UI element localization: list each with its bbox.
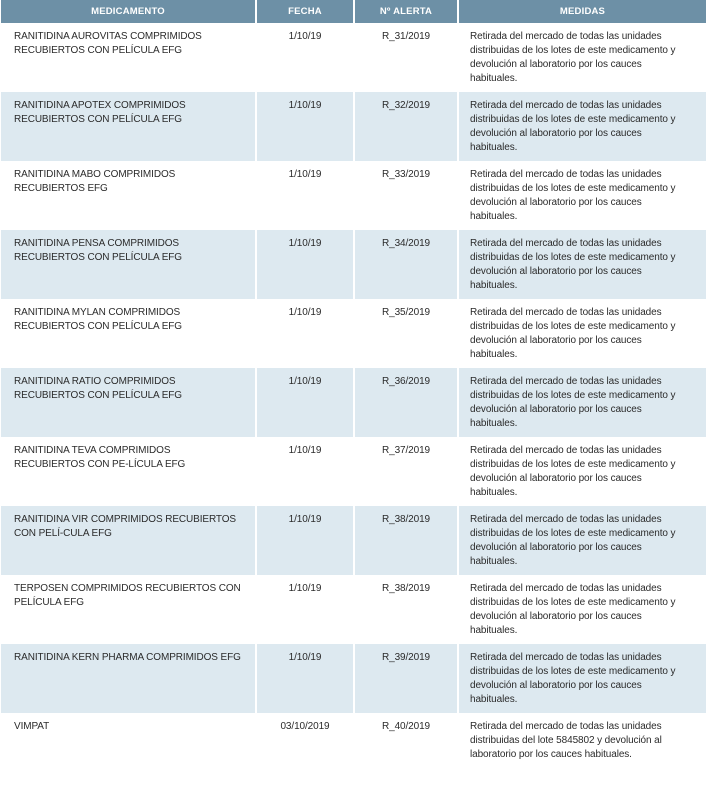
- cell-alerta: R_40/2019: [355, 713, 459, 782]
- cell-fecha: 1/10/19: [257, 644, 355, 713]
- cell-medicamento: RANITIDINA MABO COMPRIMIDOS RECUBIERTOS EFG: [1, 161, 257, 230]
- table-row: [1, 644, 706, 713]
- table-row: [1, 230, 706, 299]
- cell-fecha: 1/10/19: [257, 161, 355, 230]
- cell-medicamento: RANITIDINA APOTEX COMPRIMIDOS RECUBIERTOS CON PELÍCULA EFG: [1, 92, 257, 161]
- header-fecha: FECHA: [257, 0, 355, 23]
- cell-fecha: 1/10/19: [257, 437, 355, 506]
- cell-medidas: Retirada del mercado de todas las unidades distribuidas de los lotes de este medicamento y devolución al laboratorio por los cauces habituales.: [459, 230, 706, 299]
- cell-fecha: 1/10/19: [257, 23, 355, 92]
- table-row: [1, 437, 706, 506]
- table-body: [1, 23, 706, 782]
- cell-fecha: 1/10/19: [257, 506, 355, 575]
- cell-alerta: R_35/2019: [355, 299, 459, 368]
- cell-medicamento: RANITIDINA TEVA COMPRIMIDOS RECUBIERTOS CON PE-LÍCULA EFG: [1, 437, 257, 506]
- cell-medidas: Retirada del mercado de todas las unidades distribuidas de los lotes de este medicamento y devolución al laboratorio por los cauces habituales.: [459, 92, 706, 161]
- table-row: [1, 575, 706, 644]
- cell-fecha: 1/10/19: [257, 368, 355, 437]
- cell-medicamento: RANITIDINA MYLAN COMPRIMIDOS RECUBIERTOS CON PELÍCULA EFG: [1, 299, 257, 368]
- cell-medidas: Retirada del mercado de todas las unidades distribuidas de los lotes de este medicamento y devolución al laboratorio por los cauces habituales.: [459, 23, 706, 92]
- table-row: [1, 713, 706, 782]
- cell-medidas: Retirada del mercado de todas las unidades distribuidas de los lotes de este medicamento y devolución al laboratorio por los cauces habituales.: [459, 575, 706, 644]
- cell-alerta: R_39/2019: [355, 644, 459, 713]
- cell-medidas: Retirada del mercado de todas las unidades distribuidas de los lotes de este medicamento y devolución al laboratorio por los cauces habituales.: [459, 644, 706, 713]
- cell-fecha: 03/10/2019: [257, 713, 355, 782]
- cell-medidas: Retirada del mercado de todas las unidades distribuidas de los lotes de este medicamento y devolución al laboratorio por los cauces habituales.: [459, 299, 706, 368]
- cell-fecha: 1/10/19: [257, 230, 355, 299]
- table-row: [1, 161, 706, 230]
- cell-alerta: R_34/2019: [355, 230, 459, 299]
- table-row: [1, 92, 706, 161]
- cell-medidas: Retirada del mercado de todas las unidades distribuidas del lote 5845802 y devolución al laboratorio por los cauces habituales.: [459, 713, 706, 782]
- cell-medicamento: VIMPAT: [1, 713, 257, 782]
- header-medicamento: MEDICAMENTO: [1, 0, 257, 23]
- cell-medidas: Retirada del mercado de todas las unidades distribuidas de los lotes de este medicamento y devolución al laboratorio por los cauces habituales.: [459, 437, 706, 506]
- alerts-table: [1, 0, 706, 782]
- cell-fecha: 1/10/19: [257, 299, 355, 368]
- cell-alerta: R_38/2019: [355, 506, 459, 575]
- cell-fecha: 1/10/19: [257, 92, 355, 161]
- cell-medidas: Retirada del mercado de todas las unidades distribuidas de los lotes de este medicamento y devolución al laboratorio por los cauces habituales.: [459, 506, 706, 575]
- cell-medicamento: RANITIDINA VIR COMPRIMIDOS RECUBIERTOS CON PELÍ-CULA EFG: [1, 506, 257, 575]
- cell-alerta: R_38/2019: [355, 575, 459, 644]
- cell-medicamento: RANITIDINA RATIO COMPRIMIDOS RECUBIERTOS CON PELÍCULA EFG: [1, 368, 257, 437]
- header-alerta: Nº ALERTA: [355, 0, 459, 23]
- table-row: [1, 368, 706, 437]
- table-row: [1, 506, 706, 575]
- cell-medidas: Retirada del mercado de todas las unidades distribuidas de los lotes de este medicamento y devolución al laboratorio por los cauces habituales.: [459, 161, 706, 230]
- cell-medicamento: RANITIDINA KERN PHARMA COMPRIMIDOS EFG: [1, 644, 257, 713]
- header-medidas: MEDIDAS: [459, 0, 706, 23]
- cell-alerta: R_37/2019: [355, 437, 459, 506]
- cell-alerta: R_33/2019: [355, 161, 459, 230]
- cell-medicamento: RANITIDINA AUROVITAS COMPRIMIDOS RECUBIERTOS CON PELÍCULA EFG: [1, 23, 257, 92]
- cell-medicamento: TERPOSEN COMPRIMIDOS RECUBIERTOS CON PELÍCULA EFG: [1, 575, 257, 644]
- cell-medicamento: RANITIDINA PENSA COMPRIMIDOS RECUBIERTOS CON PELÍCULA EFG: [1, 230, 257, 299]
- cell-fecha: 1/10/19: [257, 575, 355, 644]
- table-header: [1, 0, 706, 23]
- table-row: [1, 23, 706, 92]
- cell-medidas: Retirada del mercado de todas las unidades distribuidas de los lotes de este medicamento y devolución al laboratorio por los cauces habituales.: [459, 368, 706, 437]
- cell-alerta: R_32/2019: [355, 92, 459, 161]
- table-row: [1, 299, 706, 368]
- cell-alerta: R_36/2019: [355, 368, 459, 437]
- header-row: [1, 0, 706, 23]
- cell-alerta: R_31/2019: [355, 23, 459, 92]
